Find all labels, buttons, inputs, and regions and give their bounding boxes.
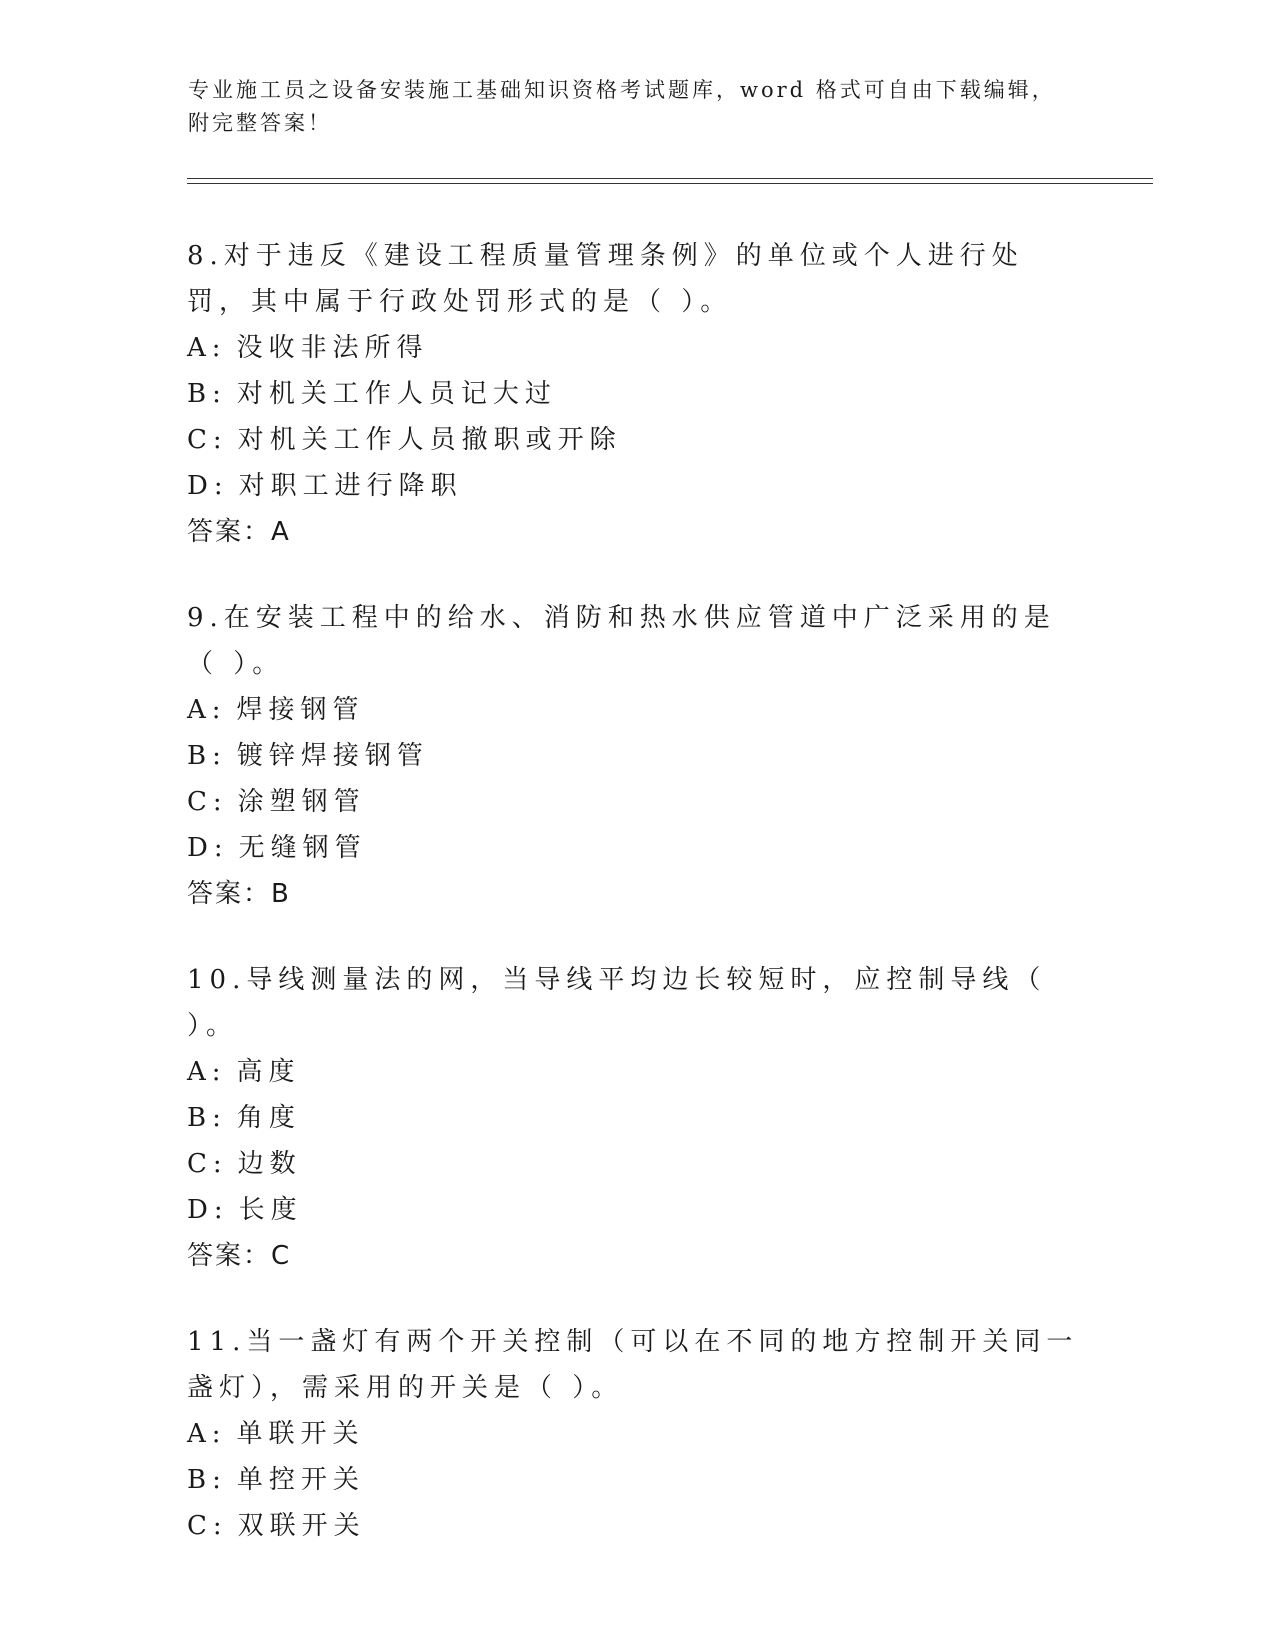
option-c: C: 双联开关 bbox=[187, 1503, 1087, 1549]
option-text: 高度 bbox=[236, 1057, 301, 1087]
option-text: 焊接钢管 bbox=[236, 695, 365, 725]
option-letter: A bbox=[187, 333, 212, 363]
question-11 bbox=[187, 1319, 1087, 1549]
question-stem: 8.对于违反《建设工程质量管理条例》的单位或个人进行处罚，其中属于行政处罚形式的是（ ）。 bbox=[187, 241, 1024, 317]
option-a: A: 单联开关 bbox=[187, 1411, 1087, 1457]
header-divider-top bbox=[187, 178, 1153, 179]
option-letter: C bbox=[187, 787, 213, 817]
option-text: 单联开关 bbox=[236, 1419, 365, 1449]
document-header bbox=[188, 74, 1088, 140]
option-letter: C bbox=[187, 425, 213, 455]
option-d: D: 长度 bbox=[187, 1187, 1087, 1233]
option-letter: B bbox=[187, 379, 213, 409]
question-stem: 11.当一盏灯有两个开关控制（可以在不同的地方控制开关同一盏灯），需采用的开关是（ ）。 bbox=[187, 1327, 1079, 1403]
question-9 bbox=[187, 595, 1087, 917]
option-d: D: 无缝钢管 bbox=[187, 825, 1087, 871]
option-b: B: 角度 bbox=[187, 1095, 1087, 1141]
option-text: 无缝钢管 bbox=[238, 833, 367, 863]
option-text: 对机关工作人员记大过 bbox=[236, 379, 557, 409]
option-letter: B bbox=[187, 1103, 213, 1133]
answer-line: 答案：C bbox=[187, 1241, 292, 1271]
option-c: C: 边数 bbox=[187, 1141, 1087, 1187]
option-c: C: 涂塑钢管 bbox=[187, 779, 1087, 825]
option-c: C: 对机关工作人员撤职或开除 bbox=[187, 417, 1087, 463]
option-text: 双联开关 bbox=[237, 1511, 366, 1541]
option-a: A: 高度 bbox=[187, 1049, 1087, 1095]
option-text: 涂塑钢管 bbox=[237, 787, 366, 817]
option-a: A: 焊接钢管 bbox=[187, 687, 1087, 733]
option-letter: D bbox=[187, 471, 214, 501]
option-letter: B bbox=[187, 741, 213, 771]
option-d: D: 对职工进行降职 bbox=[187, 463, 1087, 509]
option-letter: A bbox=[187, 695, 212, 725]
header-divider-bottom bbox=[187, 183, 1153, 184]
option-letter: C bbox=[187, 1511, 213, 1541]
option-b: B: 对机关工作人员记大过 bbox=[187, 371, 1087, 417]
option-text: 没收非法所得 bbox=[236, 333, 429, 363]
question-stem: 10.导线测量法的网，当导线平均边长较短时，应控制导线（ ）。 bbox=[187, 965, 1047, 1041]
option-text: 对职工进行降职 bbox=[238, 471, 463, 501]
option-text: 镀锌焊接钢管 bbox=[236, 741, 429, 771]
option-b: B: 单控开关 bbox=[187, 1457, 1087, 1503]
option-text: 边数 bbox=[237, 1149, 302, 1179]
header-line-1: 专业施工员之设备安装施工基础知识资格考试题库，word 格式可自由下载编辑， bbox=[188, 78, 1056, 102]
answer-line: 答案：A bbox=[187, 517, 291, 547]
option-text: 对机关工作人员撤职或开除 bbox=[237, 425, 622, 455]
option-letter: A bbox=[187, 1419, 212, 1449]
option-text: 长度 bbox=[238, 1195, 303, 1225]
header-line-2: 附完整答案！ bbox=[188, 111, 332, 135]
option-letter: B bbox=[187, 1465, 213, 1495]
answer-line: 答案：B bbox=[187, 879, 291, 909]
option-letter: C bbox=[187, 1149, 213, 1179]
question-10 bbox=[187, 957, 1087, 1279]
option-a: A: 没收非法所得 bbox=[187, 325, 1087, 371]
option-letter: D bbox=[187, 833, 214, 863]
option-text: 角度 bbox=[236, 1103, 301, 1133]
option-b: B: 镀锌焊接钢管 bbox=[187, 733, 1087, 779]
question-stem: 9.在安装工程中的给水、消防和热水供应管道中广泛采用的是（ ）。 bbox=[187, 603, 1056, 679]
option-text: 单控开关 bbox=[236, 1465, 365, 1495]
option-letter: D bbox=[187, 1195, 214, 1225]
question-8 bbox=[187, 233, 1087, 555]
question-list bbox=[187, 233, 1087, 1589]
option-letter: A bbox=[187, 1057, 212, 1087]
